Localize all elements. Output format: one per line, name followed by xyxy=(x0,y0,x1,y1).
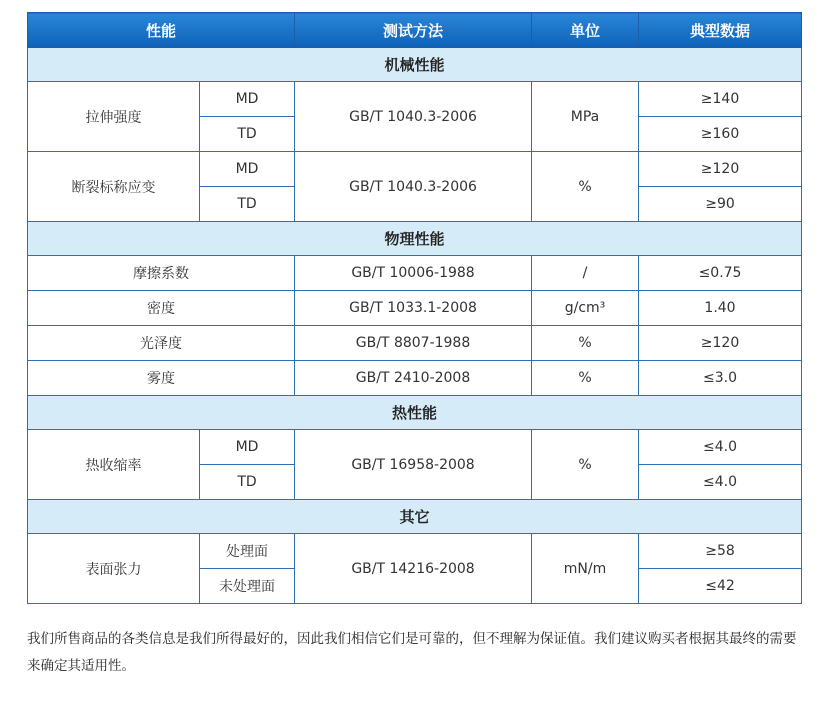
typical-value: ≥120 xyxy=(639,152,802,187)
unit: / xyxy=(532,256,639,291)
table-row xyxy=(28,361,802,396)
direction-label: TD xyxy=(200,465,295,500)
unit: g/cm³ xyxy=(532,291,639,326)
test-method: GB/T 16958-2008 xyxy=(295,430,532,500)
typical-value: ≥90 xyxy=(639,187,802,222)
section-row xyxy=(28,222,802,256)
direction-label: TD xyxy=(200,117,295,152)
direction-label: MD xyxy=(200,82,295,117)
typical-value: ≥120 xyxy=(639,326,802,361)
typical-value: ≤0.75 xyxy=(639,256,802,291)
typical-value: ≥160 xyxy=(639,117,802,152)
test-method: GB/T 10006-1988 xyxy=(295,256,532,291)
table-row xyxy=(28,82,802,117)
table-row xyxy=(28,326,802,361)
unit: % xyxy=(532,326,639,361)
direction-label: MD xyxy=(200,430,295,465)
typical-value: 1.40 xyxy=(639,291,802,326)
property-name: 密度 xyxy=(28,291,295,326)
typical-value: ≥140 xyxy=(639,82,802,117)
section-row xyxy=(28,396,802,430)
typical-value: ≤42 xyxy=(639,569,802,604)
test-method: GB/T 1040.3-2006 xyxy=(295,152,532,222)
property-name: 表面张力 xyxy=(28,534,200,604)
table-row xyxy=(28,430,802,465)
header-unit: 单位 xyxy=(532,13,639,48)
property-name: 拉伸强度 xyxy=(28,82,200,152)
section-physical: 物理性能 xyxy=(28,222,802,256)
section-thermal: 热性能 xyxy=(28,396,802,430)
typical-value: ≤4.0 xyxy=(639,430,802,465)
unit: % xyxy=(532,152,639,222)
property-name: 光泽度 xyxy=(28,326,295,361)
section-row xyxy=(28,500,802,534)
test-method: GB/T 2410-2008 xyxy=(295,361,532,396)
property-name: 摩擦系数 xyxy=(28,256,295,291)
spec-table xyxy=(27,12,802,604)
unit: mN/m xyxy=(532,534,639,604)
spec-table-wrapper xyxy=(27,12,801,604)
property-name: 雾度 xyxy=(28,361,295,396)
surface-label: 处理面 xyxy=(200,534,295,569)
section-other: 其它 xyxy=(28,500,802,534)
direction-label: MD xyxy=(200,152,295,187)
unit: MPa xyxy=(532,82,639,152)
disclaimer-note: 我们所售商品的各类信息是我们所得最好的，因此我们相信它们是可靠的，但不理解为保证值。我们建议购买者根据其最终的需要来确定其适用性。 xyxy=(27,631,797,674)
table-row xyxy=(28,534,802,569)
surface-label: 未处理面 xyxy=(200,569,295,604)
table-row xyxy=(28,291,802,326)
direction-label: TD xyxy=(200,187,295,222)
table-row xyxy=(28,256,802,291)
header-test-method: 测试方法 xyxy=(295,13,532,48)
section-mechanical: 机械性能 xyxy=(28,48,802,82)
test-method: GB/T 8807-1988 xyxy=(295,326,532,361)
unit: % xyxy=(532,430,639,500)
test-method: GB/T 1033.1-2008 xyxy=(295,291,532,326)
typical-value: ≤4.0 xyxy=(639,465,802,500)
typical-value: ≥58 xyxy=(639,534,802,569)
table-header-row xyxy=(28,13,802,48)
property-name: 热收缩率 xyxy=(28,430,200,500)
table-row xyxy=(28,152,802,187)
property-name: 断裂标称应变 xyxy=(28,152,200,222)
test-method: GB/T 14216-2008 xyxy=(295,534,532,604)
typical-value: ≤3.0 xyxy=(639,361,802,396)
header-typical-data: 典型数据 xyxy=(639,13,802,48)
unit: % xyxy=(532,361,639,396)
header-property: 性能 xyxy=(28,13,295,48)
test-method: GB/T 1040.3-2006 xyxy=(295,82,532,152)
section-row xyxy=(28,48,802,82)
